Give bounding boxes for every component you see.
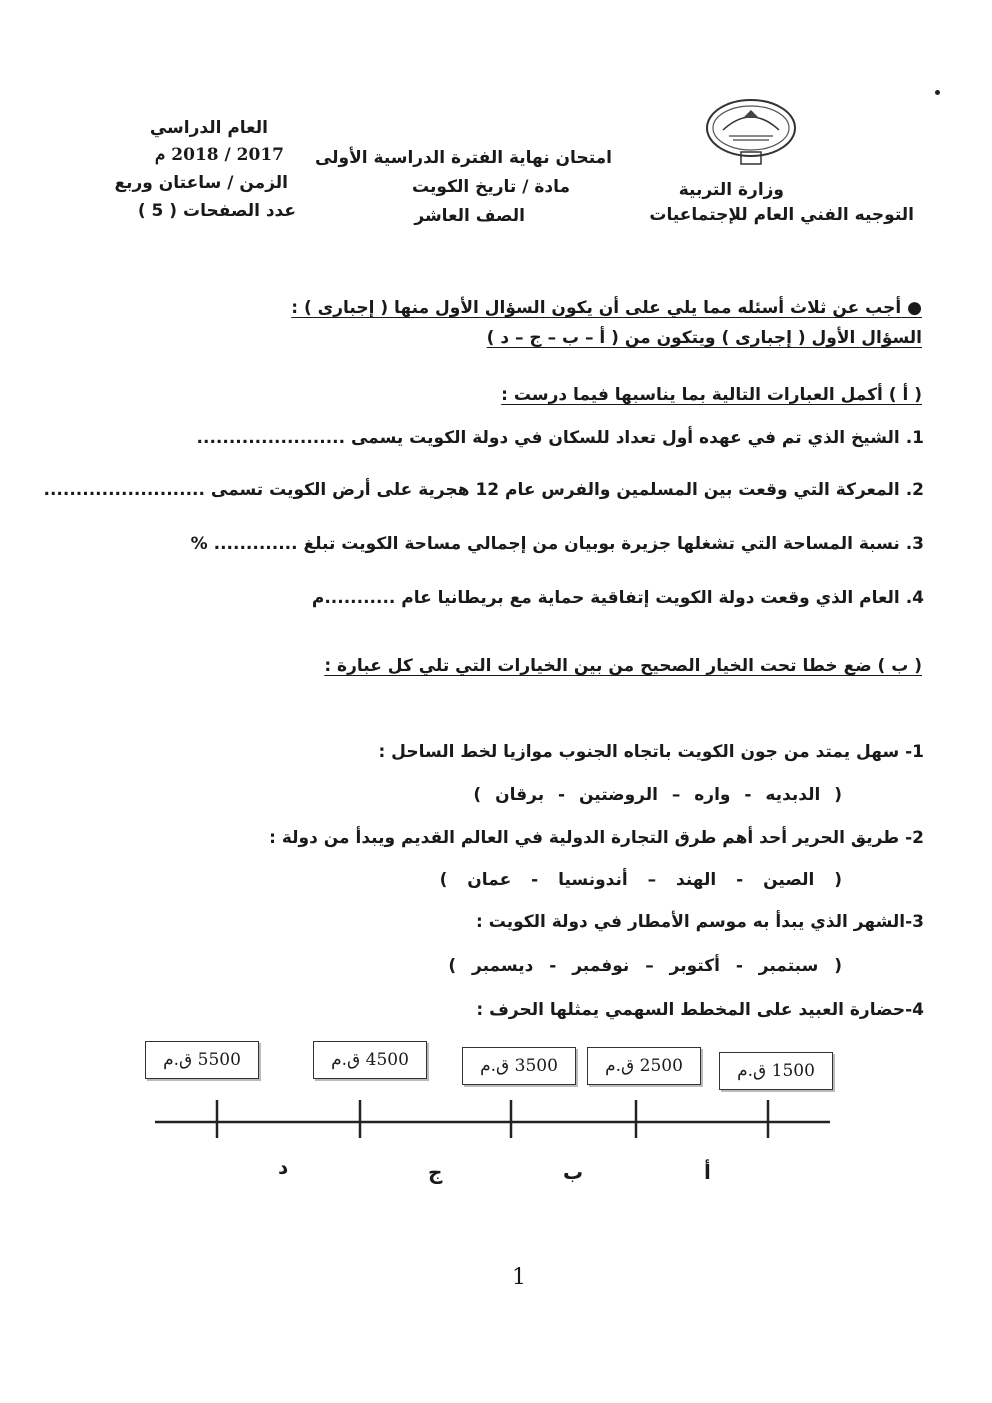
- timeline-box-4500: 4500 ق.م: [313, 1041, 427, 1079]
- mcq-2-options: ( الصين - الهند – أندونسيا - عمان ): [439, 870, 842, 890]
- timeline-box-2500: 2500 ق.م: [587, 1047, 701, 1085]
- mcq-1-text: 1- سهل يمتد من جون الكويت باتجاه الجنوب موازيا لخط الساحل :: [378, 742, 924, 762]
- timeline-letter-jeem: ج: [428, 1160, 443, 1184]
- timeline-box-3500: 3500 ق.م: [462, 1047, 576, 1085]
- timeline-letter-baa: ب: [563, 1160, 584, 1184]
- instruction-text: أجب عن ثلاث أسئله مما يلي على أن يكون السؤال الأول منها ( إجبارى ) :: [291, 298, 902, 318]
- academic-year: 2017 / 2018 م: [154, 145, 284, 165]
- grade-name: الصف العاشر: [414, 206, 525, 226]
- section-a-title: ( أ ) أكمل العبارات التالية بما يناسبها فيما درست :: [501, 385, 922, 405]
- mcq-3-text: 3-الشهر الذي يبدأ به موسم الأمطار في دولة الكويت :: [476, 912, 924, 932]
- exam-title: امتحان نهاية الفترة الدراسية الأولى: [314, 148, 612, 168]
- section-b-title: ( ب ) ضع خطا تحت الخيار الصحيح من بين الخيارات التي تلي كل عبارة :: [324, 656, 922, 676]
- item-number: 4.: [905, 588, 924, 608]
- timeline-box-1500: 1500 ق.م: [719, 1052, 833, 1090]
- subject-name: مادة / تاريخ الكويت: [412, 177, 570, 197]
- timeline-letter-alef: أ: [704, 1160, 711, 1184]
- dot-mark: [935, 90, 940, 95]
- instruction-bullet: [291, 298, 922, 318]
- question-one-title: السؤال الأول ( إجبارى ) ويتكون من ( أ – ب – ج – د ): [486, 328, 922, 348]
- fill-item-3: [191, 534, 924, 554]
- fill-item-4: [312, 588, 924, 608]
- page-count: عدد الصفحات ( 5 ): [137, 201, 296, 221]
- fill-item-1: [197, 428, 924, 448]
- department-name: التوجيه الفني العام للإجتماعيات: [649, 205, 914, 225]
- timeline-letter-dal: د: [278, 1155, 289, 1179]
- timeline-box-5500: 5500 ق.م: [145, 1041, 259, 1079]
- timeline-axis: [155, 1100, 835, 1140]
- item-text: العام الذي وقعت دولة الكويت إتفاقية حماية مع بريطانيا عام ...........م: [311, 588, 900, 608]
- bullet-mark: ●: [901, 298, 922, 318]
- fill-item-2: [44, 480, 924, 500]
- item-text: الشيخ الذي تم في عهده أول تعداد للسكان في دولة الكويت يسمى .......................: [196, 428, 900, 448]
- exam-duration: الزمن / ساعتان وربع: [114, 173, 288, 193]
- mcq-2-text: 2- طريق الحرير أحد أهم طرق التجارة الدولية في العالم القديم ويبدأ من دولة :: [269, 828, 924, 848]
- mcq-1-options: ( الدبديه - واره – الروضتين - برقان ): [473, 785, 842, 805]
- mcq-3-options: ( سبتمبر - أكتوبر – نوفمبر - ديسمبر ): [448, 956, 842, 976]
- item-text: نسبة المساحة التي تشغلها جزيرة بوبيان من إجمالي مساحة الكويت تبلغ ............. %: [190, 534, 900, 554]
- mcq-4-text: 4-حضارة العبيد على المخطط السهمي يمثلها الحرف :: [476, 1000, 924, 1020]
- item-number: 2.: [905, 480, 924, 500]
- item-number: 3.: [905, 534, 924, 554]
- item-text: المعركة التي وقعت بين المسلمين والفرس عام 12 هجرية على أرض الكويت تسمى .........................: [43, 480, 900, 500]
- page-number: 1: [512, 1265, 526, 1290]
- ministry-emblem: [703, 96, 799, 168]
- ministry-name: وزارة التربية: [678, 180, 784, 200]
- item-number: 1.: [905, 428, 924, 448]
- academic-year-label: العام الدراسي: [149, 118, 268, 138]
